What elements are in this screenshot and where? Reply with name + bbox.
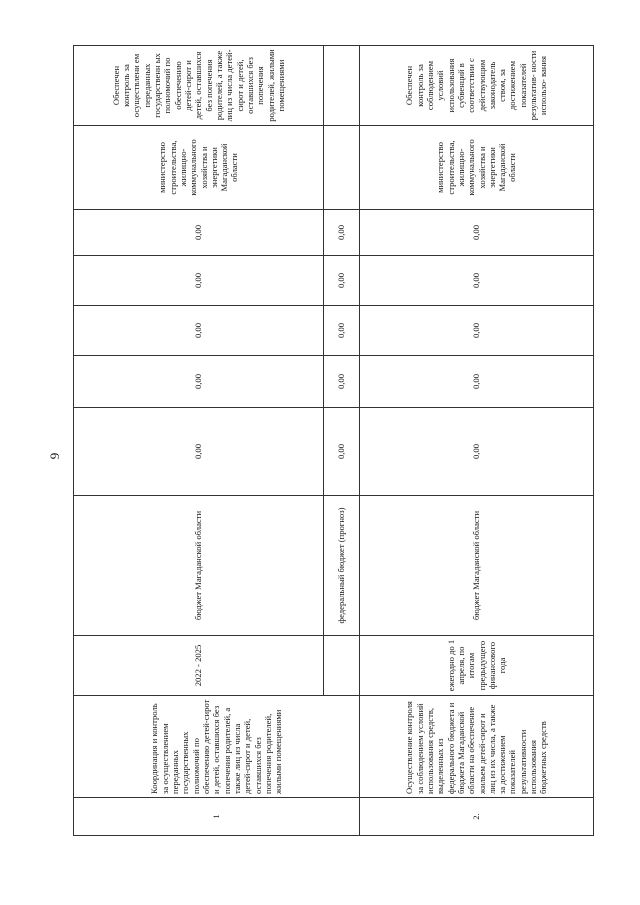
- document-table-area: [73, 46, 593, 836]
- executor-cell: министерство строительства, жилищно-коммунального хозяйства и энергетики Магаданской области: [360, 126, 594, 210]
- value-cell: 0,00: [324, 210, 360, 256]
- budget-source-cell: бюджет Магаданской области: [74, 496, 324, 636]
- value-cell: 0,00: [74, 306, 324, 356]
- value-cell: 0,00: [324, 408, 360, 496]
- value-cell: 0,00: [74, 356, 324, 408]
- period-cell: ежегодно до 1 апреля, по итогам предыдущего финансового года: [360, 636, 594, 696]
- value-cell: 0,00: [324, 256, 360, 306]
- page-number: 9: [47, 452, 62, 460]
- action-cell: Осуществление контроля за соблюдением условий использования средств, выделенных из федерального бюджета и бюджета Магаданской области на обеспечение жильем детей-сирот и лиц из их числа, а также за достижением показателей результативности использования бюджетных средств: [360, 696, 594, 798]
- result-cell: Обеспечен контроль за соблюдением условий использования субвенций в соответствии с действующим законодатель ством, за достижением показателей результатив- ности использо- вания: [360, 46, 594, 126]
- value-cell: 0,00: [74, 408, 324, 496]
- value-cell: 0,00: [74, 256, 324, 306]
- value-cell: 0,00: [324, 356, 360, 408]
- period-cell: 2022 - 2025: [74, 636, 324, 696]
- row-number-cell: 2.: [360, 798, 594, 836]
- executor-cell: [324, 126, 360, 210]
- row-number-cell: 1: [74, 798, 360, 836]
- value-cell: 0,00: [74, 210, 324, 256]
- action-cell: Координация и контроль за осуществлением переданных государственных полномочий по обеспечению детей-сирот и детей, оставшихся без попечения родителей, а также лиц из числа детей-сирот и детей, оставшихся без попечения родителей, жилыми помещениями: [74, 696, 360, 798]
- value-cell: 0,00: [360, 256, 594, 306]
- rotated-table-container: [73, 46, 593, 836]
- measures-table: [73, 45, 594, 836]
- value-cell: 0,00: [360, 356, 594, 408]
- period-cell: [324, 636, 360, 696]
- result-cell: Обеспечен контроль за осуществлени ем переданных государственн ых полномочий по обеспечению детей-сирот и детей, оставшихся без попечения родителей, а также лиц из числа детей-сирот и детей, оставшихся без попечения родителей, жилыми помещениями: [74, 46, 324, 126]
- executor-cell: министерство строительства, жилищно-коммунального хозяйства и энергетики Магаданской области: [74, 126, 324, 210]
- value-cell: 0,00: [360, 408, 594, 496]
- table-row: [360, 46, 594, 836]
- budget-source-cell: бюджет Магаданской области: [360, 496, 594, 636]
- value-cell: 0,00: [360, 306, 594, 356]
- budget-source-cell: федеральный бюджет (прогноз): [324, 496, 360, 636]
- table-row: [74, 46, 324, 836]
- value-cell: 0,00: [360, 210, 594, 256]
- result-cell: [324, 46, 360, 126]
- value-cell: 0,00: [324, 306, 360, 356]
